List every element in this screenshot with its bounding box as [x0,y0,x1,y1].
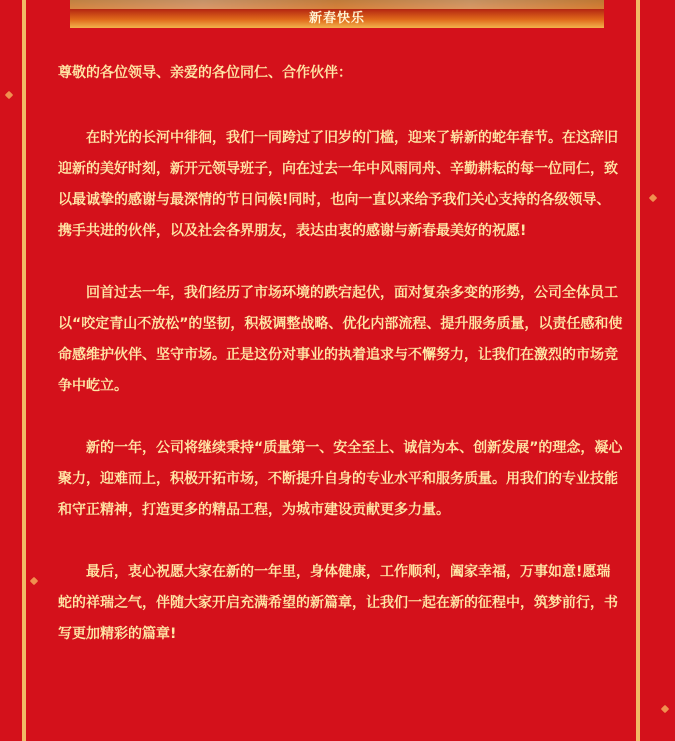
letter-content [58,58,623,681]
paragraph-2: 回首过去一年，我们经历了市场环境的跌宕起伏，面对复杂多变的形势，公司全体员工以“咬定青山不放松”的坚韧，积极调整战略、优化内部流程、提升服务质量，以责任感和使命感维护伙伴、坚守市场。正是这份对事业的执着追求与不懈努力，让我们在激烈的市场竞争中屹立。 [58,285,623,394]
paragraph-3: 新的一年，公司将继续秉持“质量第一、安全至上、诚信为本、创新发展”的理念，凝心聚力，迎难而上，积极开拓市场，不断提升自身的专业水平和服务质量。用我们的专业技能和守正精神，打造更多的精品工程，为城市建设贡献更多力量。 [58,440,623,518]
sparkle-decoration [661,705,669,713]
paragraph-4: 最后，衷心祝愿大家在新的一年里，身体健康，工作顺利，阖家幸福，万事如意!愿瑞蛇的祥瑞之气，伴随大家开启充满希望的新篇章，让我们一起在新的征程中，筑梦前行，书写更加精彩的篇章! [58,564,618,642]
sparkle-decoration [649,194,657,202]
banner-title: 新春快乐 [308,11,365,26]
left-border-line [22,0,26,741]
salutation: 尊敬的各位领导、亲爱的各位同仁、合作伙伴： [58,65,352,81]
sparkle-decoration [30,577,38,585]
right-border-line [636,0,640,741]
sparkle-decoration [5,91,13,99]
paragraph-1: 在时光的长河中徘徊，我们一同跨过了旧岁的门槛，迎来了崭新的蛇年春节。在这辞旧迎新的美好时刻，新开元领导班子，向在过去一年中风雨同舟、辛勤耕耘的每一位同仁，致以最诚挚的感谢与最深情的节日问候!同时，也向一直以来给予我们关心支持的各级领导、携手共进的伙伴，以及社会各界朋友，表达由衷的感谢与新春最美好的祝愿! [58,130,618,239]
header-banner [70,0,604,28]
